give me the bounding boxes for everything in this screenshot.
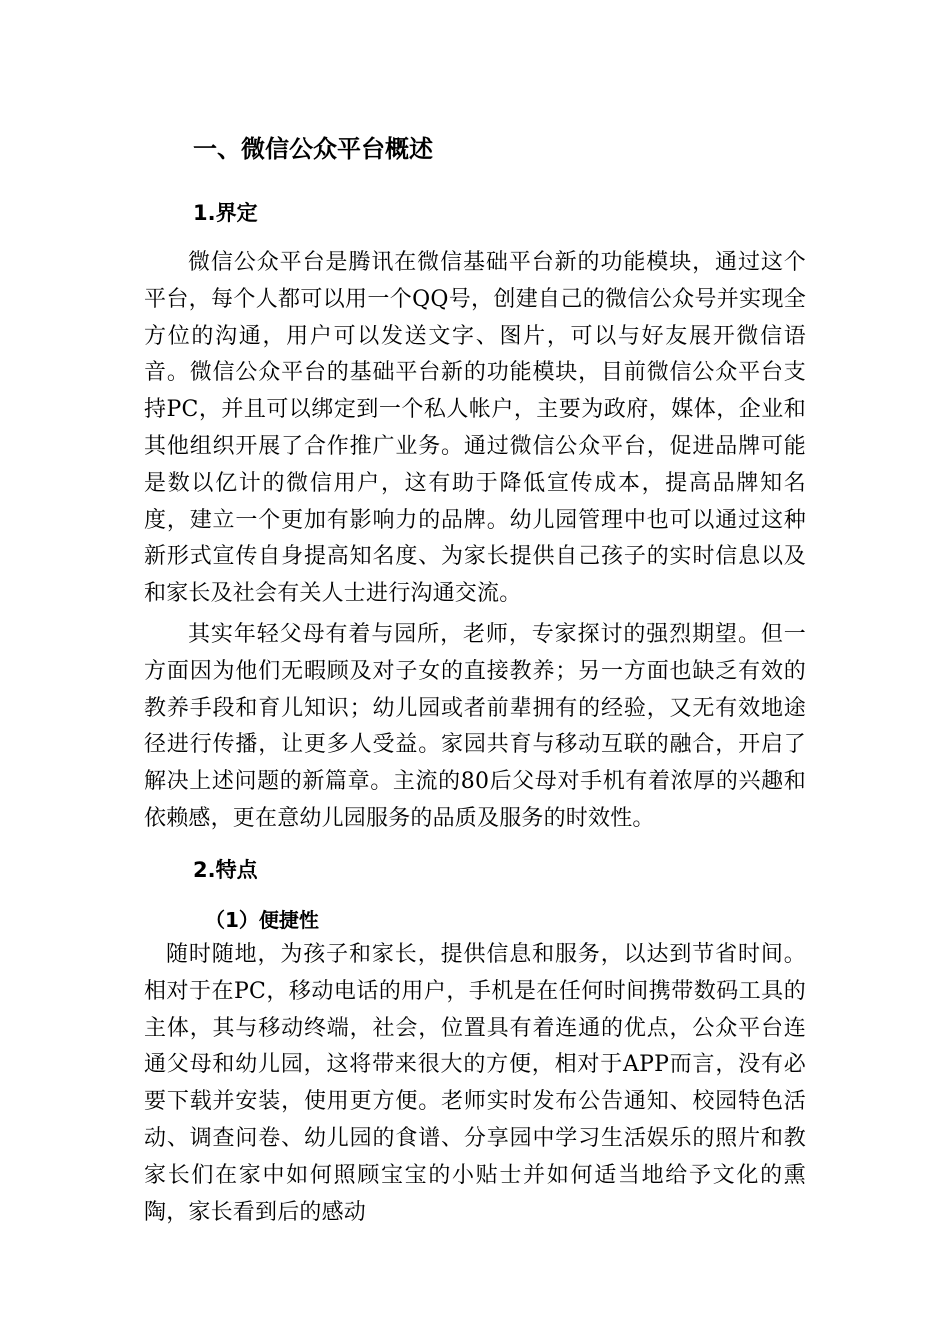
convenience-paragraph: 随时随地，为孩子和家长，提供信息和服务，以达到节省时间。相对于在PC，移动电话的用户，手机是在任何时间携带数码工具的主体，其与移动终端，社会，位置具有着连通的优点，公众平台连通父母和幼儿园，这将带来很大的方便，相对于APP而言，没有必要下载并安装，使用更方便。老师实时发布公告通知、校园特色活动、调查问卷、幼儿园的食谱、分享园中学习生活娱乐的照片和教家长们在家中如何照顾宝宝的小贴士并如何适当地给予文化的熏陶，家长看到后的感动 bbox=[144, 942, 806, 1225]
section-heading-features: 2.特点 bbox=[193, 858, 258, 882]
chapter-title: 一、微信公众平台概述 bbox=[193, 135, 433, 163]
definition-paragraph: 微信公众平台是腾讯在微信基础平台新的功能模块，通过这个平台，每个人都可以用一个QQ号，创建自己的微信公众号并实现全方位的沟通，用户可以发送文字、图片，可以与好友展开微信语音。微信公众平台的基础平台新的功能模块，目前微信公众平台支持PC，并且可以绑定到一个私人帐户，主要为政府，媒体，企业和其他组织开展了合作推广业务。通过微信公众平台，促进品牌可能是数以亿计的微信用户，这有助于降低宣传成本，提高品牌知名度，建立一个更加有影响力的品牌。幼儿园管理中也可以通过这种新形式宣传自身提高知名度、为家长提供自己孩子的实时信息以及和家长及社会有关人士进行沟通交流。 bbox=[144, 250, 806, 607]
parents-expectations-paragraph: 其实年轻父母有着与园所，老师，专家探讨的强烈期望。但一方面因为他们无暇顾及对子女的直接教养；另一方面也缺乏有效的教养手段和育儿知识；幼儿园或者前辈拥有的经验，又无有效地途径进行传播，让更多人受益。家园共育与移动互联的融合，开启了解决上述问题的新篇章。主流的80后父母对手机有着浓厚的兴趣和依赖感，更在意幼儿园服务的品质及服务的时效性。 bbox=[144, 622, 806, 831]
section-heading-definition: 1.界定 bbox=[193, 201, 258, 225]
subsection-heading-convenience: （1）便捷性 bbox=[205, 908, 319, 932]
